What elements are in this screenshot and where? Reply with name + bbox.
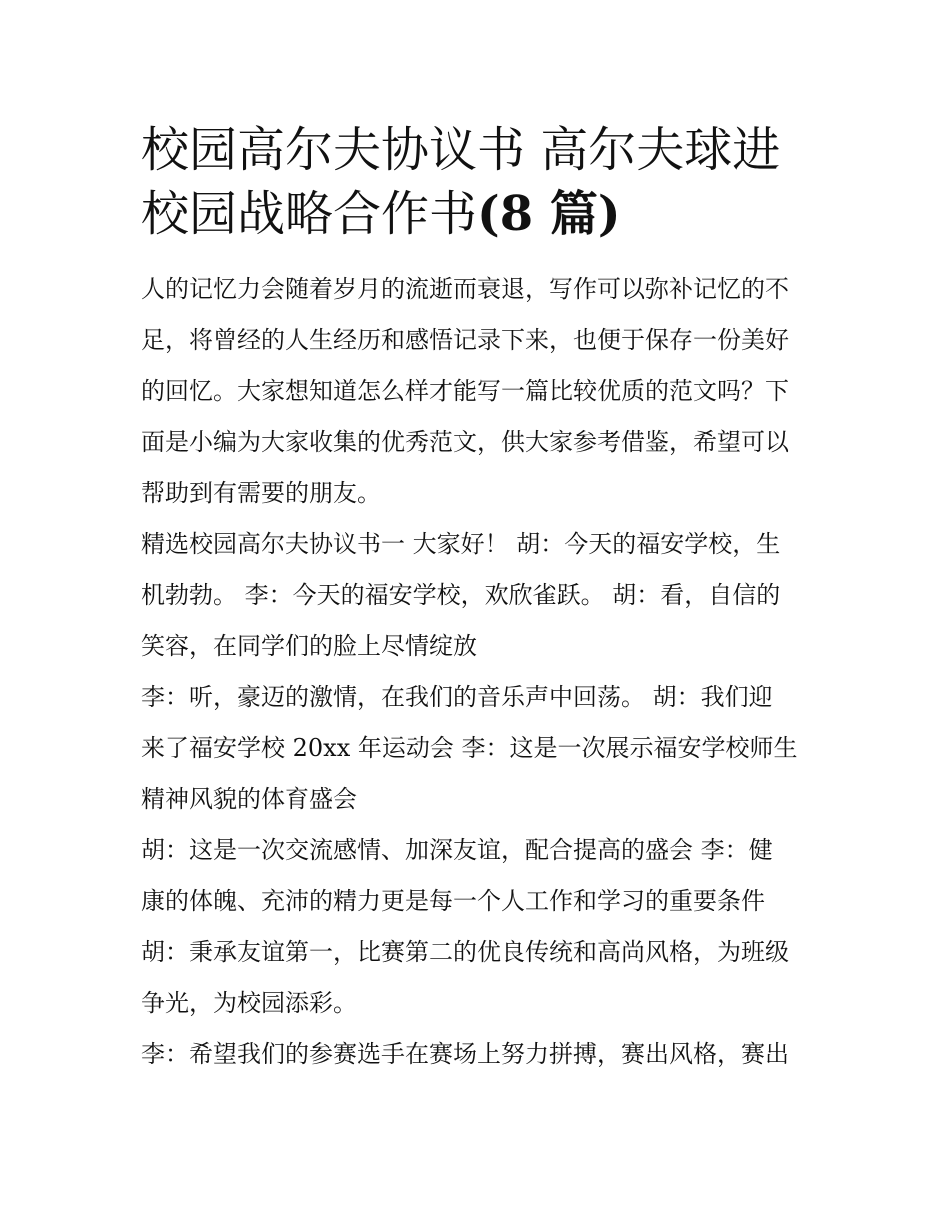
text-line: 面是小编为大家收集的优秀范文，供大家参考借鉴，希望可以: [141, 428, 789, 456]
paragraph-friendship: [141, 825, 813, 1029]
text-line: 机勃勃。 李：今天的福安学校，欢欣雀跃。 胡：看，自信的: [141, 581, 781, 609]
text-line: 胡：这是一次交流感情、加深友谊，配合提高的盛会 李：健: [141, 836, 773, 864]
text-line: 帮助到有需要的朋友。: [141, 479, 381, 507]
text-line: 足，将曾经的人生经历和感悟记录下来，也便于保存一份美好: [141, 326, 789, 354]
text-line: 李：听，豪迈的激情，在我们的音乐声中回荡。 胡：我们迎: [141, 683, 773, 711]
text-line: 来了福安学校 20xx 年运动会 李：这是一次展示福安学校师生: [141, 734, 798, 762]
text-line: 胡：秉承友谊第一，比赛第二的优良传统和高尚风格，为班级: [141, 938, 789, 966]
text-line: 康的体魄、充沛的精力更是每一个人工作和学习的重要条件: [141, 887, 765, 915]
title-line-2-text: 校园战略合作书: [141, 186, 478, 242]
document-body: [141, 264, 813, 1080]
title-line-2: [141, 182, 813, 246]
text-line: 争光，为校园添彩。: [141, 989, 357, 1017]
paragraph-intro: [141, 264, 813, 519]
document-title: [141, 118, 813, 246]
text-line: 笑容，在同学们的脸上尽情绽放: [141, 632, 477, 660]
text-line: 人的记忆力会随着岁月的流逝而衰退，写作可以弥补记忆的不: [141, 275, 789, 303]
paragraph-sports-meeting: [141, 672, 813, 825]
text-line: 精选校园高尔夫协议书一 大家好！ 胡：今天的福安学校，生: [141, 530, 781, 558]
text-line: 的回忆。大家想知道怎么样才能写一篇比较优质的范文吗？下: [141, 377, 789, 405]
document-content: [141, 118, 813, 1080]
paragraph-opening: [141, 519, 813, 672]
text-line: 李：希望我们的参赛选手在赛场上努力拼搏，赛出风格，赛出: [141, 1040, 789, 1068]
paragraph-competitors: [141, 1029, 813, 1080]
text-line: 精神风貌的体育盛会: [141, 785, 357, 813]
title-line-1: 校园高尔夫协议书 高尔夫球进: [141, 122, 781, 178]
title-count: (8 篇): [477, 186, 621, 242]
